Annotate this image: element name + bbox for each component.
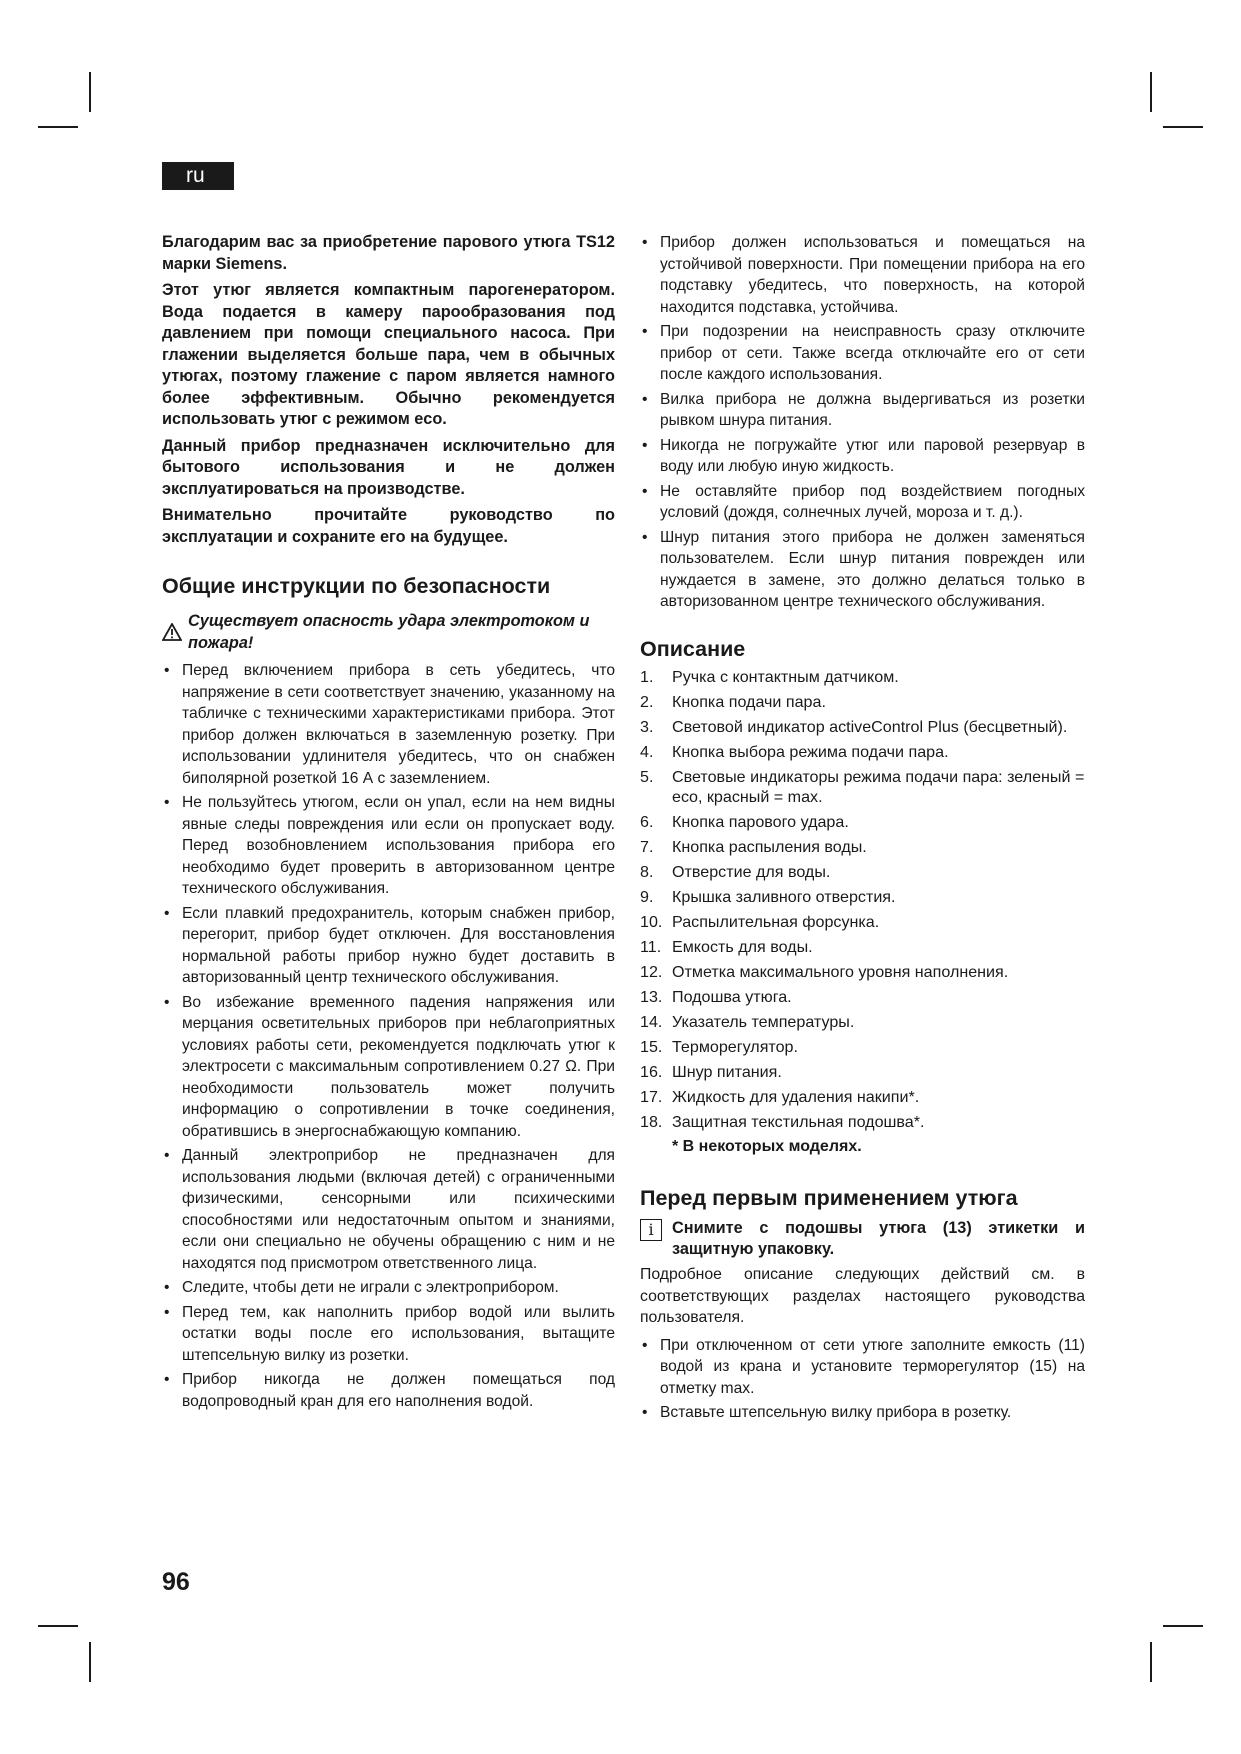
list-item: • Перед тем, как наполнить прибор водой или вылить остатки воды после его использования, вытащите штепсельную вилку из розетки. (162, 1302, 615, 1367)
list-item: • Вставьте штепсельную вилку прибора в розетку. (640, 1402, 1085, 1424)
crop-mark (1163, 126, 1203, 128)
crop-mark (89, 72, 91, 112)
crop-mark (1150, 1642, 1152, 1682)
safety-list-left (162, 660, 615, 1412)
description-item: 13. Подошва утюга. (640, 988, 792, 1006)
language-tab: ru (162, 162, 234, 190)
description-item: 10. Распылительная форсунка. (640, 913, 880, 931)
description-item: 17. Жидкость для удаления накипи*. (640, 1088, 920, 1106)
left-column (162, 232, 615, 1415)
list-item: • Прибор должен использоваться и помещаться на устойчивой поверхности. При помещении прибора на его подставку убедитесь, что поверхность, на которой находится подставка, устойчива. (640, 232, 1085, 318)
footnote: * В некоторых моделях. (672, 1138, 862, 1155)
description-item: 9. Крышка заливного отверстия. (640, 888, 896, 906)
list-item: • Перед включением прибора в сеть убедитесь, что напряжение в сети соответствует значению, указанному на табличке с техническими характеристиками прибора. Этот прибор должен включаться в заземленную розетку. При использовании удлинителя убедитесь, что он снабжен биполярной розеткой 16 А с заземлением. (162, 660, 615, 789)
crop-mark (89, 1642, 91, 1682)
description-item: 4. Кнопка выбора режима подачи пара. (640, 742, 949, 761)
description-item: 2. Кнопка подачи пара. (640, 692, 826, 711)
list-item: • Во избежание временного падения напряжения или мерцания осветительных приборов при неблагоприятных условиях работы сети, рекомендуется подключать утюг к электросети с максимальным сопротивлением 0.27 Ω. При необходимости пользователь может получить информацию о сопротивлении в точке соединения, обратившись в энергоснабжающую компанию. (162, 992, 615, 1143)
description-list (640, 667, 1085, 1133)
first-use-list (640, 1335, 1085, 1424)
crop-mark (1150, 72, 1152, 112)
crop-mark (1163, 1625, 1203, 1627)
description-item: 12. Отметка максимального уровня наполнения. (640, 963, 1009, 981)
description-item: 3. Световой индикатор activeControl Plus (бесцветный). (640, 717, 1068, 736)
right-column (640, 232, 1085, 1427)
safety-heading: Общие инструкции по безопасности (162, 574, 551, 598)
intro-paragraph: Внимательно прочитайте руководство по эксплуатации и сохраните его на будущее. (162, 506, 615, 546)
info-icon: i (640, 1219, 662, 1241)
info-text: Снимите с подошвы утюга (13) этикетки и защитную упаковку. (672, 1219, 1085, 1258)
first-use-heading: Перед первым применением утюга (640, 1186, 1018, 1210)
list-item: • Не оставляйте прибор под воздействием погодных условий (дождя, солнечных лучей, мороза и т. д.). (640, 481, 1085, 524)
warning-triangle-icon (162, 623, 182, 641)
intro-paragraph: Данный прибор предназначен исключительно для бытового использования и не должен эксплуатироваться на производстве. (162, 436, 615, 498)
list-item: • Шнур питания этого прибора не должен заменяться пользователем. Если шнур питания поврежден или нуждается в замене, это должно делаться только в авторизованном центре технического обслуживания. (640, 527, 1085, 613)
description-item: 7. Кнопка распыления воды. (640, 838, 867, 856)
list-item: • Не пользуйтесь утюгом, если он упал, если на нем видны явные следы повреждения или если он пропускает воду. Перед возобновлением использования прибора его необходимо будет проверить в авторизованном центре технического обслуживания. (162, 792, 615, 900)
description-item: 1. Ручка с контактным датчиком. (640, 667, 899, 686)
info-note (640, 1218, 1085, 1260)
intro-paragraph: Этот утюг является компактным парогенератором. Вода подается в камеру парообразования под давлением при помощи специального насоса. При глажении выделяется больше пара, чем в обычных утюгах, поэтому глажение с паром является намного более эффективным. Обычно рекомендуется использовать утюг с режимом eco. (162, 281, 615, 428)
description-item: 5. Световые индикаторы режима подачи пара: зеленый = eco, красный = max. (640, 767, 1085, 806)
description-item: 8. Отверстие для воды. (640, 863, 831, 881)
list-item: • Прибор никогда не должен помещаться под водопроводный кран для его наполнения водой. (162, 1369, 615, 1412)
description-item: 18. Защитная текстильная подошва*. (640, 1113, 925, 1131)
list-item: • Вилка прибора не должна выдергиваться из розетки рывком шнура питания. (640, 389, 1085, 432)
first-use-paragraph: Подробное описание следующих действий см. в соответствующих разделах настоящего руководства пользователя. (640, 1266, 1085, 1326)
list-item: • Никогда не погружайте утюг или паровой резервуар в воду или любую иную жидкость. (640, 435, 1085, 478)
crop-mark (38, 1625, 78, 1627)
intro-paragraph: Благодарим вас за приобретение парового утюга TS12 марки Siemens. (162, 233, 615, 273)
description-item: 6. Кнопка парового удара. (640, 813, 849, 831)
warning-note (162, 610, 615, 654)
warning-text: Существует опасность удара электротоком и пожара! (188, 612, 590, 652)
page-number: 96 (162, 1568, 190, 1596)
list-item: • Следите, чтобы дети не играли с электроприбором. (162, 1277, 615, 1299)
description-item: 15. Терморегулятор. (640, 1038, 798, 1056)
description-heading: Описание (640, 636, 746, 661)
description-item: 16. Шнур питания. (640, 1063, 782, 1081)
list-item: • При отключенном от сети утюге заполните емкость (11) водой из крана и установите терморегулятор (15) на отметку max. (640, 1335, 1085, 1400)
list-item: • При подозрении на неисправность сразу отключите прибор от сети. Также всегда отключайте его от сети после каждого использования. (640, 321, 1085, 386)
description-item: 14. Указатель температуры. (640, 1013, 855, 1031)
crop-mark (38, 126, 78, 128)
list-item: • Данный электроприбор не предназначен для использования людьми (включая детей) с ограниченными физическими, сенсорными или психическими способностями или недостаточным опытом и знаниями, если они специально не обучены обращению с ним и не находятся под присмотром ответственного лица. (162, 1145, 615, 1274)
safety-list-right (640, 232, 1085, 613)
description-item: 11. Емкость для воды. (640, 938, 813, 956)
list-item: • Если плавкий предохранитель, которым снабжен прибор, перегорит, прибор будет отключен. Для восстановления нормальной работы прибор нужно будет доставить в авторизованный центр технического обслуживания. (162, 903, 615, 989)
